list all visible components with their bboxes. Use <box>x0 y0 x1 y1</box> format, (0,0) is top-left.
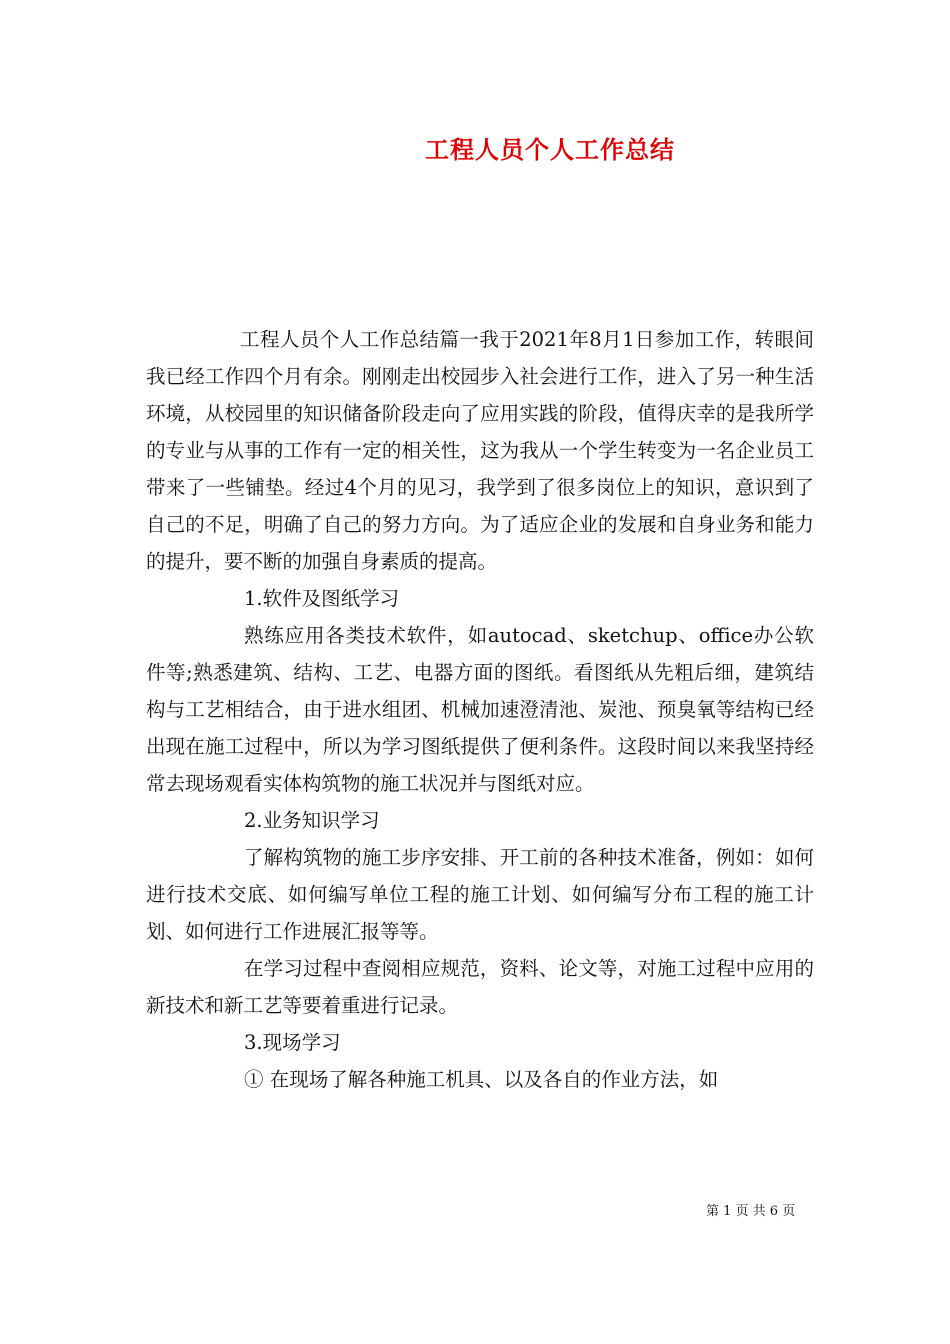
paragraph-business: 了解构筑物的施工步序安排、开工前的各种技术准备，例如：如何进行技术交底、如何编写单位工程的施工计划、如何编写分布工程的施工计划、如何进行工作进展汇报等等。 <box>146 846 814 943</box>
paragraph-intro: 工程人员个人工作总结篇一我于2021年8月1日参加工作，转眼间我已经工作四个月有余。刚刚走出校园步入社会进行工作，进入了另一种生活环境，从校园里的知识储备阶段走向了应用实践的阶段，值得庆幸的是我所学的专业与从事的工作有一定的相关性，这为我从一个学生转变为一名企业员工带来了一些铺垫。经过4个月的见习，我学到了很多岗位上的知识，意识到了自己的不足，明确了自己的努力方向。为了适应企业的发展和自身业务和能力的提升，要不断的加强自身素质的提高。 <box>146 328 814 573</box>
paragraph-site: ① 在现场了解各种施工机具、以及各自的作业方法，如 <box>244 1068 719 1091</box>
section-heading-business: 2.业务知识学习 <box>244 809 380 832</box>
page-number: 第 1 页 共 6 页 <box>706 1204 796 1219</box>
paragraph-software: 熟练应用各类技术软件，如autocad、sketchup、office办公软件等;熟悉建筑、结构、工艺、电器方面的图纸。看图纸从先粗后细，建筑结构与工艺相结合，由于进水组团、机械加速澄清池、炭池、预臭氧等结构已经出现在施工过程中，所以为学习图纸提供了便利条件。这段时间以来我坚持经常去现场观看实体构筑物的施工状况并与图纸对应。 <box>146 624 814 795</box>
section-heading-site: 3.现场学习 <box>244 1031 341 1054</box>
document-body <box>146 321 814 1098</box>
section-heading-software: 1.软件及图纸学习 <box>244 587 400 610</box>
paragraph-study-records: 在学习过程中查阅相应规范，资料、论文等，对施工过程中应用的新技术和新工艺等要着重进行记录。 <box>146 957 814 1017</box>
document-title: 工程人员个人工作总结 <box>425 135 675 164</box>
